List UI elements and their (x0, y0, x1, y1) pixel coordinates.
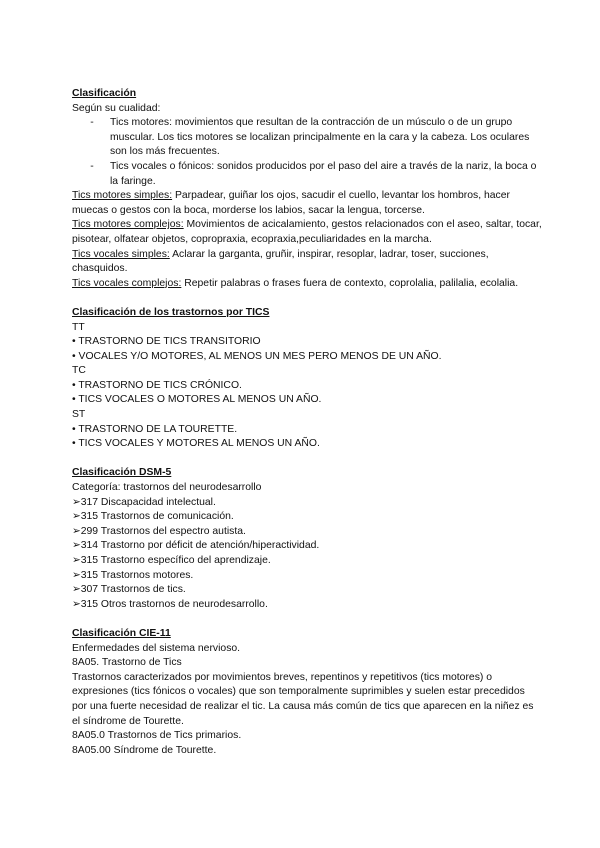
text-line: 8A05.00 Síndrome de Tourette. (72, 744, 217, 756)
text-line: 8A05.0 Trastornos de Tics primarios. (72, 730, 242, 742)
definition-text: Movimientos de acicalamiento, gestos relacionados con el aseo, saltar, tocar, pisotear, olfatear objetos, copropraxia, ecopraxia,peculiaridades en la marcha. (72, 219, 542, 245)
definition-text: Aclarar la garganta, gruñir, inspirar, resoplar, ladrar, toser, succiones, chasquidos. (72, 248, 489, 275)
definition-paragraph (72, 189, 542, 218)
definition-paragraph (72, 218, 542, 247)
list-line: • TRASTORNO DE TICS CRÓNICO. (72, 379, 242, 391)
definition-text: Repetir palabras o frases fuera de contexto, coprolalia, palilalia, ecolalia. (181, 277, 519, 289)
definition-term: Tics motores simples: (72, 190, 173, 202)
definition-term: Tics vocales complejos: (72, 277, 182, 289)
list-line: • VOCALES Y/O MOTORES, AL MENOS UN MES PERO MENOS DE UN AÑO. (72, 350, 442, 362)
list-line: • TRASTORNO DE TICS TRANSITORIO (72, 336, 261, 348)
list-line: • TICS VOCALES O MOTORES AL MENOS UN AÑO. (72, 394, 322, 406)
dash-marker: - (90, 117, 94, 129)
list-line: TT (72, 321, 85, 333)
list-item: ➢315 Trastornos de comunicación. (72, 511, 234, 523)
list-line: • TICS VOCALES Y MOTORES AL MENOS UN AÑO. (72, 438, 320, 450)
intro-text: Según su cualidad: (72, 102, 161, 114)
section-heading-cie11: Clasificación CIE-11 (72, 627, 171, 639)
bullet-text: Tics vocales o fónicos: sonidos producidos por el paso del aire a través de la nariz, la boca o la faringe. (110, 160, 537, 187)
list-item: ➢315 Trastorno específico del aprendizaje. (72, 555, 271, 566)
text-line: 8A05. Trastorno de Tics (72, 657, 182, 669)
spacer (72, 291, 542, 306)
bullet-text: Tics motores: movimientos que resultan de la contracción de un músculo o de un grupo muscular. Los tics motores se localizan principalmente en la cara y la cabeza. Los oculares son los más frecuentes. (110, 117, 530, 158)
bullet-item (72, 160, 542, 189)
list-item: ➢299 Trastornos del espectro autista. (72, 525, 246, 537)
definition-text: Parpadear, guiñar los ojos, sacudir el cuello, levantar los hombros, hacer muecas o gestos con la boca, morderse los labios, sacar la lengua, torcerse. (72, 190, 510, 216)
bullet-item (72, 116, 542, 160)
spacer (72, 452, 542, 467)
definition-paragraph (72, 277, 542, 292)
dash-marker: - (90, 160, 94, 172)
definition-term: Tics vocales simples: (72, 248, 170, 260)
section-heading-clasificacion: Clasificación (72, 88, 137, 99)
section-heading-trastornos-tics: Clasificación de los trastornos por TICS (72, 306, 270, 318)
list-item: ➢315 Otros trastornos de neurodesarrollo. (72, 598, 268, 610)
list-item: ➢314 Trastorno por déficit de atención/hiperactividad. (72, 540, 320, 552)
document-page (72, 87, 542, 758)
description-paragraph: Trastornos caracterizados por movimientos breves, repentinos y repetitivos (tics motores) o expresiones (tics fónicos o vocales) que son temporalmente suprimibles y suelen estar precedidos por una fuerte necesidad de realizar el tic. La causa más común de tics que aparecen en la niñez es el síndrome de Tourette. (72, 671, 534, 727)
list-line: ST (72, 409, 86, 421)
list-item: ➢317 Discapacidad intelectual. (72, 496, 216, 508)
list-item: ➢315 Trastornos motores. (72, 569, 194, 581)
text-line: Enfermedades del sistema nervioso. (72, 642, 241, 654)
spacer (72, 612, 542, 627)
definition-term: Tics motores complejos: (72, 219, 184, 231)
list-line: TC (72, 365, 86, 377)
list-item: ➢307 Trastornos de tics. (72, 584, 186, 596)
definition-paragraph (72, 248, 542, 277)
category-line: Categoría: trastornos del neurodesarrollo (72, 482, 262, 494)
section-heading-dsm5: Clasificación DSM-5 (72, 467, 172, 479)
list-line: • TRASTORNO DE LA TOURETTE. (72, 423, 238, 435)
